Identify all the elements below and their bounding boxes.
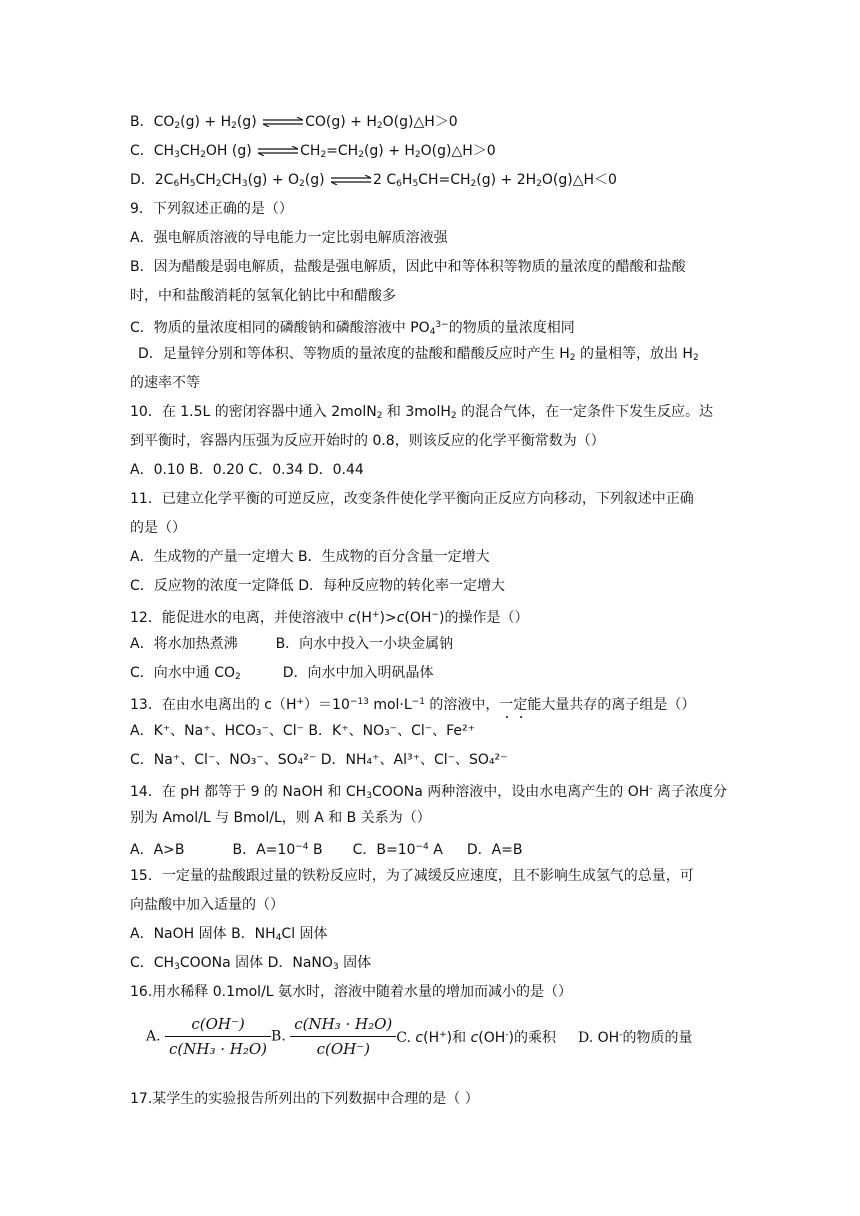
- superscript: −4: [415, 842, 429, 852]
- text: 10．在 1.5L 的密闭容器中通入 2molN: [130, 404, 377, 420]
- option-d: [578, 1030, 692, 1046]
- text: c: [396, 610, 405, 626]
- text: (g) + H: [180, 114, 232, 130]
- text: B．A=10: [232, 842, 296, 858]
- q15-stem-line1: 15．一定量的盐酸跟过量的铁粉反应时，为了减缓反应速度，且不影响生成氢气的总量，可: [130, 868, 694, 884]
- q12-options-cd: [130, 659, 740, 688]
- q15-options-ab: [130, 920, 740, 949]
- subscript: 2: [470, 179, 477, 189]
- q13-stem: [130, 688, 740, 717]
- option-label: B.: [271, 1028, 286, 1045]
- equilibrium-arrow-icon: [263, 117, 303, 127]
- superscript: −: [431, 610, 439, 620]
- text: B: [308, 842, 323, 858]
- q10-options: A．0.10 B．0.20 C．0.34 D．0.44: [130, 462, 364, 478]
- text: A．NaOH 固体 B．NH: [130, 926, 276, 942]
- text: )的操作是（）: [438, 610, 529, 626]
- text: D．2C: [130, 172, 174, 188]
- q15-stem-line2: 向盐酸中加入适量的（）: [130, 897, 284, 913]
- numerator: c(NH₃ · H₂O): [290, 1015, 396, 1037]
- text: 能大量共存的离子组是（）: [527, 697, 696, 713]
- subscript: 5: [412, 179, 419, 189]
- fraction-b: [290, 1015, 396, 1058]
- denominator: c(OH⁻): [316, 1040, 370, 1058]
- text: CH=CH: [418, 172, 471, 188]
- text: (g): [236, 114, 262, 130]
- emphasis-dot-char: 一: [499, 697, 514, 713]
- subscript: 6: [173, 179, 180, 189]
- subscript: 3: [174, 962, 180, 972]
- superscript: -: [619, 1029, 623, 1040]
- subscript: 4: [275, 933, 282, 943]
- subscript: 2: [231, 121, 237, 131]
- subscript: 3: [241, 179, 248, 189]
- superscript: −4: [295, 842, 309, 852]
- text: COONa 固体 D．NaNO: [179, 955, 333, 971]
- q9-option-d-line2: 的速率不等: [130, 375, 200, 391]
- text: 2 C: [373, 172, 397, 188]
- subscript: 2: [569, 353, 576, 363]
- text: O(g)△H＞0: [420, 143, 496, 159]
- text: (g) + H: [363, 143, 415, 159]
- superscript: -: [649, 784, 653, 794]
- text: OH: [593, 1029, 620, 1046]
- text: 的溶液中，: [424, 697, 500, 713]
- text: c: [415, 1029, 424, 1046]
- text: C．B=10: [352, 842, 416, 858]
- q14-stem-line2: 别为 Amol/L 与 Bmol/L，则 A 和 B 关系为（）: [130, 810, 431, 826]
- option-label: D.: [578, 1029, 594, 1046]
- text: 12．能促进水的电离，并使溶液中: [130, 610, 349, 626]
- text: 的量相等，放出 H: [575, 346, 693, 362]
- text: C．CH: [130, 955, 175, 971]
- q8-option-b: [130, 108, 740, 137]
- subscript: 2: [376, 121, 383, 131]
- text: Cl 固体: [281, 926, 328, 942]
- subscript: 6: [396, 179, 402, 189]
- text: 离子浓度分: [652, 784, 727, 800]
- subscript: 2: [450, 411, 457, 421]
- q11-stem-line1: 11．已建立化学平衡的可逆反应，改变条件使化学平衡向正反应方向移动，下列叙述中正确: [130, 491, 694, 507]
- text: 13．在由水电离出的 c（H: [130, 697, 297, 713]
- text: 的物质的量: [622, 1029, 693, 1046]
- text: CO(g) + H: [305, 114, 377, 130]
- subscript: 5: [189, 179, 196, 189]
- exam-page: [130, 108, 740, 1114]
- subscript: 2: [692, 353, 699, 363]
- subscript: 2: [215, 179, 222, 189]
- subscript: 3: [332, 962, 339, 972]
- option-c: [396, 1030, 556, 1046]
- q12-stem: [130, 601, 740, 630]
- subscript: 2: [299, 179, 305, 189]
- text: 和 3molH: [382, 404, 451, 420]
- q10-stem-line2: 到平衡时，容器内压强为反应开始时的 0.8，则该反应的化学平衡常数为（）: [130, 433, 605, 449]
- q14-stem-line1: [130, 775, 740, 804]
- text: =CH: [326, 143, 359, 159]
- q11-options-ab: A．生成物的产量一定增大 B．生成物的百分含量一定增大: [130, 549, 490, 565]
- q10-stem-line1: [130, 398, 740, 427]
- text: O(g)△H＜0: [541, 172, 617, 188]
- text: A．A>B: [130, 842, 185, 858]
- text: O(g)△H＞0: [382, 114, 458, 130]
- text: CH: [195, 172, 216, 188]
- q14-options: [130, 833, 740, 862]
- text: D．向水中加入明矾晶体: [282, 665, 434, 681]
- superscript: −1: [411, 697, 425, 707]
- text: B．向水中投入一小块金属钠: [275, 636, 454, 652]
- text: (g) + 2H: [476, 172, 537, 188]
- text: CH: [221, 172, 242, 188]
- q16-stem: 16.用水稀释 0.1mol/L 氨水时，溶液中随着水量的增加而减小的是（）: [130, 984, 573, 1000]
- text: (H: [355, 610, 372, 626]
- subscript: 3: [174, 150, 180, 160]
- text: 的混合气体，在一定条件下发生反应。达: [456, 404, 714, 420]
- text: (OH: [404, 610, 432, 626]
- text: C．物质的量浓度相同的磷酸钠和磷酸溶液中 PO: [130, 320, 430, 336]
- superscript: -: [505, 1029, 509, 1040]
- denominator: c(NH₃ · H₂O): [169, 1040, 268, 1058]
- text: (H: [423, 1029, 440, 1046]
- q17-stem: 17.某学生的实验报告所列出的下列数据中合理的是（ ）: [130, 1091, 479, 1107]
- q12-options-ab: [130, 630, 740, 659]
- text: A．将水加热煮沸: [130, 636, 238, 652]
- option-label: C.: [396, 1029, 411, 1046]
- superscript: 3−: [435, 320, 449, 330]
- text: CH: [179, 143, 201, 159]
- subscript: 2: [320, 150, 327, 160]
- text: A: [428, 842, 443, 858]
- text: C．向水中通 CO: [130, 665, 236, 681]
- equilibrium-arrow-icon: [331, 175, 371, 185]
- text: D．A=B: [466, 842, 523, 858]
- q11-options-cd: C．反应物的浓度一定降低 D．每种反应物的转化率一定增大: [130, 578, 506, 594]
- q16-options: [130, 1007, 740, 1079]
- text: B．CO: [130, 114, 175, 130]
- text: OH (g): [205, 143, 257, 159]
- subscript: 4: [429, 327, 436, 337]
- subscript: 2: [235, 672, 241, 682]
- q15-options-cd: [130, 949, 740, 978]
- subscript: 2: [414, 150, 421, 160]
- text: H: [179, 172, 190, 188]
- subscript: 3: [366, 791, 372, 801]
- text: 的物质的量浓度相同: [448, 320, 575, 336]
- text: (g) + O: [247, 172, 300, 188]
- fraction-a: [165, 1015, 271, 1058]
- subscript: 2: [376, 411, 383, 421]
- q9-option-a: A．强电解质溶液的导电能力一定比弱电解质溶液强: [130, 230, 448, 246]
- q9-option-c: [130, 311, 740, 340]
- text: )和: [446, 1029, 471, 1046]
- emphasis-dot-char: 定: [513, 697, 528, 713]
- superscript: +: [371, 610, 380, 620]
- option-label: A.: [146, 1028, 161, 1045]
- text: c: [348, 610, 356, 626]
- q13-options-ab: A．K⁺、Na⁺、HCO₃⁻、Cl⁻ B．K⁺、NO₃⁻、Cl⁻、Fe²⁺: [130, 723, 476, 739]
- subscript: 2: [174, 121, 181, 131]
- q13-options-cd: C．Na⁺、Cl⁻、NO₃⁻、SO₄²⁻ D．NH₄⁺、Al³⁺、Cl⁻、SO₄²⁻: [130, 752, 508, 768]
- q9-option-b-line2: 时，中和盐酸消耗的氢氧化钠比中和醋酸多: [130, 288, 396, 304]
- text: )>: [379, 610, 397, 626]
- text: 固体: [338, 955, 372, 971]
- text: ）＝10: [304, 697, 350, 713]
- q9-option-d-line1: [130, 340, 740, 369]
- text: CH: [300, 143, 321, 159]
- text: D．足量锌分别和等体积、等物质的量浓度的盐酸和醋酸反应时产生 H: [138, 346, 570, 362]
- q8-option-c: [130, 137, 740, 166]
- numerator: c(OH⁻): [165, 1015, 271, 1037]
- text: COONa 两种溶液中，设由水电离产生的 OH: [371, 784, 650, 800]
- text: c: [470, 1029, 479, 1046]
- superscript: +: [439, 1029, 447, 1040]
- text: )的乘积: [508, 1029, 557, 1046]
- subscript: 2: [536, 179, 542, 189]
- q11-stem-line2: 的是（）: [130, 520, 186, 536]
- text: (OH: [478, 1029, 506, 1046]
- subscript: 2: [200, 150, 206, 160]
- superscript: −13: [349, 697, 369, 707]
- q9-stem: 9．下列叙述正确的是（）: [130, 201, 293, 217]
- text: mol·L: [368, 697, 412, 713]
- superscript: +: [296, 697, 305, 707]
- text: (g): [304, 172, 330, 188]
- text: H: [401, 172, 413, 188]
- q9-option-b-line1: B．因为醋酸是弱电解质，盐酸是强电解质，因此中和等体积等物质的量浓度的醋酸和盐酸: [130, 259, 686, 275]
- q8-option-d: [130, 166, 740, 195]
- equilibrium-arrow-icon: [258, 146, 298, 156]
- subscript: 2: [358, 150, 364, 160]
- text: C．CH: [130, 143, 175, 159]
- text: 14．在 pH 都等于 9 的 NaOH 和 CH: [130, 784, 367, 800]
